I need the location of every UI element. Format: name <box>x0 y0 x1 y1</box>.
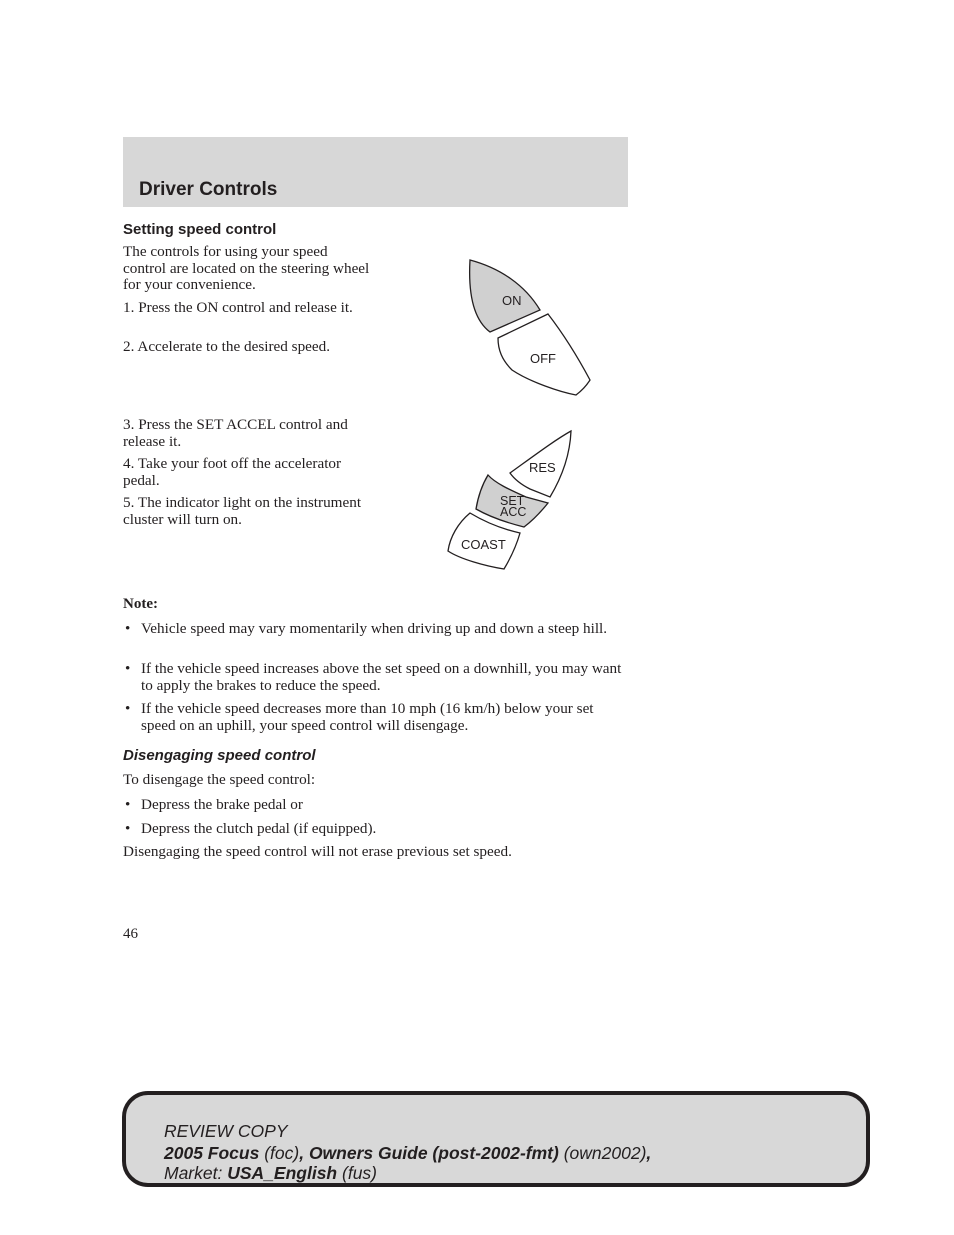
review-copy-footer <box>122 1091 870 1187</box>
disengage-bullet-text: Depress the clutch pedal (if equipped). <box>141 820 377 837</box>
res-label: RES <box>529 460 556 475</box>
step-4: 4. Take your foot off the accelerator pedal. <box>123 455 342 489</box>
document-info-line <box>164 1143 651 1163</box>
disengage-bullet <box>123 796 623 814</box>
note-bullet <box>123 700 623 734</box>
model-code: (foc) <box>264 1143 300 1163</box>
on-off-control-diagram <box>440 250 610 410</box>
set-label: SET <box>500 494 525 508</box>
page-number: 46 <box>123 926 138 942</box>
note-bullet-text: Vehicle speed may vary momentarily when driving up and down a steep hill. <box>141 620 608 637</box>
step-5: 5. The indicator light on the instrument cluster will turn on. <box>123 494 362 528</box>
model-name: 2005 Focus <box>164 1143 260 1163</box>
guide-code: (own2002) <box>563 1143 647 1163</box>
note-bullet-text: If the vehicle speed increases above the set speed on a downhill, you may want to apply the brakes to reduce the speed. <box>141 660 622 694</box>
note-bullet-text: If the vehicle speed decreases more than 10 mph (16 km/h) below your set speed on an uphill, your speed control will disengage. <box>141 700 594 734</box>
note-bullet <box>123 660 623 694</box>
bullet-icon: • <box>125 700 131 717</box>
separator: , <box>299 1143 309 1163</box>
disengaging-heading: Disengaging speed control <box>123 747 316 764</box>
step-1: 1. Press the ON control and release it. <box>123 299 353 316</box>
disengage-bullet <box>123 820 623 838</box>
disengage-intro: To disengage the speed control: <box>123 771 316 788</box>
intro-paragraph: The controls for using your speed control are located on the steering wheel for your convenience. <box>123 243 370 293</box>
acc-label: ACC <box>500 505 527 519</box>
on-label: ON <box>502 293 522 308</box>
bullet-icon: • <box>125 620 131 637</box>
page-title: Driver Controls <box>139 179 278 200</box>
guide-name: Owners Guide (post-2002-fmt) <box>308 1143 559 1163</box>
disengage-closing: Disengaging the speed control will not erase previous set speed. <box>123 843 512 860</box>
coast-label: COAST <box>461 537 506 552</box>
step-3: 3. Press the SET ACCEL control and release it. <box>123 416 348 450</box>
market-label: Market: <box>164 1163 223 1183</box>
bullet-icon: • <box>125 796 131 813</box>
off-label: OFF <box>530 351 556 366</box>
review-copy-label: REVIEW COPY <box>164 1121 288 1141</box>
bullet-icon: • <box>125 820 131 837</box>
step-2: 2. Accelerate to the desired speed. <box>123 338 331 355</box>
note-bullet <box>123 620 623 654</box>
market-code: (fus) <box>342 1163 377 1183</box>
setting-speed-control-heading: Setting speed control <box>123 221 277 238</box>
note-label: Note: <box>123 596 158 612</box>
res-set-coast-diagram <box>440 425 590 580</box>
disengage-bullet-text: Depress the brake pedal or <box>141 796 303 813</box>
separator: , <box>646 1143 652 1163</box>
market-line <box>164 1163 377 1183</box>
market-value: USA_English <box>227 1163 338 1183</box>
bullet-icon: • <box>125 660 131 677</box>
section-header-band <box>123 137 628 207</box>
